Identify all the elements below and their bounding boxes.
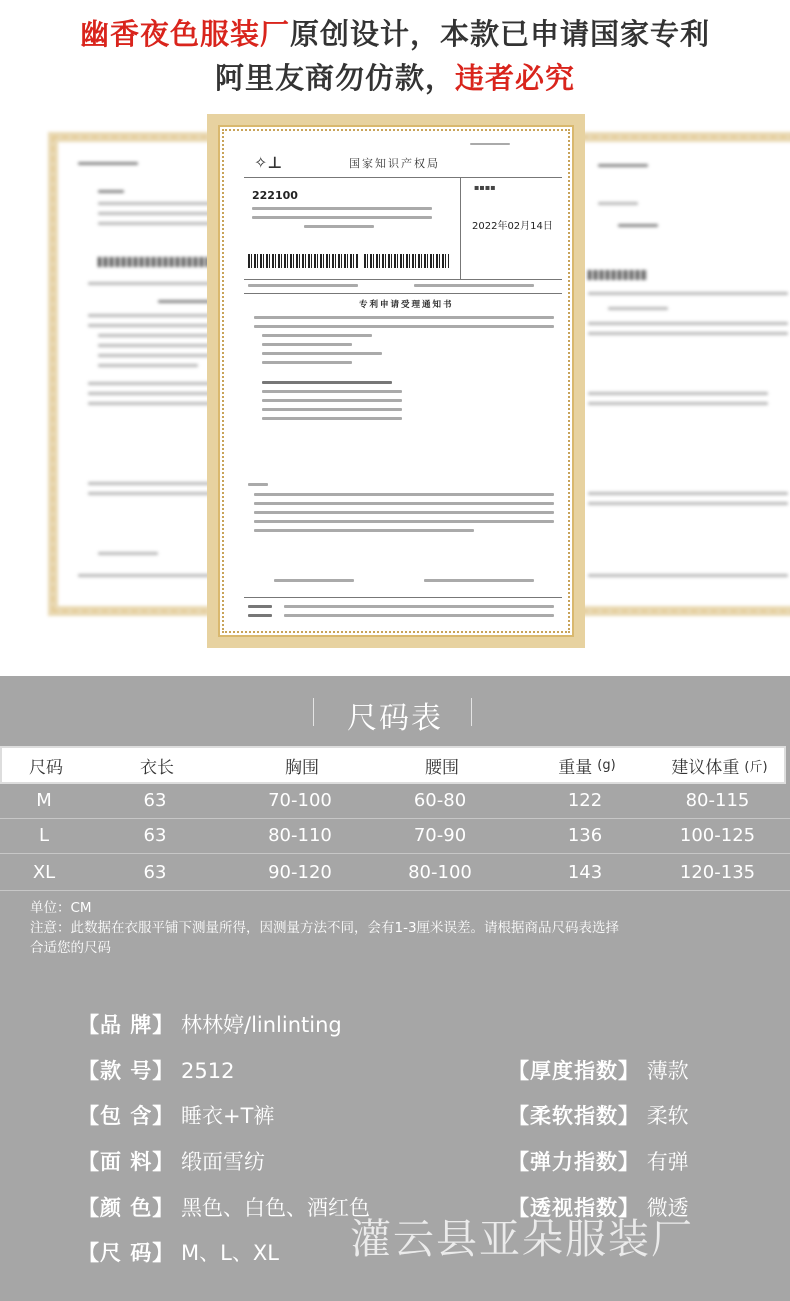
measure-note-line-2: 合适您的尺码 (30, 940, 111, 956)
certificate-title: 专利申请受理通知书 (359, 300, 454, 310)
table-row (0, 782, 790, 819)
measure-note-line-1: 注意：此数据在衣服平铺下测量所得，因测量方法不同，会有1-3厘米误差。请根据商品尺码表选择 (30, 920, 620, 936)
certificate-zip: 222100 (252, 189, 298, 202)
cell-body-weight: 120-135 (679, 861, 756, 883)
spec-sizes: 【尺 码】 M、L、XL (78, 1241, 279, 1265)
cell-weight: 122 (567, 789, 603, 811)
certificate-office: 国家知识产权局 (349, 157, 440, 170)
header-length: 衣长 (140, 757, 174, 778)
cell-size: L (38, 824, 50, 846)
cell-length: 63 (143, 861, 167, 883)
unit-note: 单位：CM (30, 900, 92, 916)
cell-weight: 136 (567, 824, 603, 846)
size-and-spec-section (0, 676, 790, 1301)
cell-length: 63 (143, 789, 167, 811)
header-weight: 重量 (g) (558, 757, 616, 778)
headline-line-2: 阿里友商勿仿款，违者必究 (214, 61, 576, 95)
cell-chest: 90-120 (268, 861, 332, 883)
spec-transparency: 【透视指数】 微透 (508, 1196, 689, 1220)
cell-chest: 70-100 (268, 789, 332, 811)
spec-brand: 【品 牌】 林林婷/linlinting (78, 1013, 342, 1037)
patent-office-emblem-icon: ✧⊥ (254, 153, 283, 172)
watermark: 灌云县亚朵服装厂 (350, 1215, 694, 1263)
title-divider-right (471, 698, 472, 726)
cell-weight: 143 (567, 861, 603, 883)
spec-includes: 【包 含】 睡衣+T裤 (78, 1104, 275, 1128)
patent-certificate: ✧⊥ 国家知识产权局 222100 ▪▪▪▪ 2022年02月14日 专利申请受理通知书 (207, 114, 585, 648)
spec-fabric: 【面 料】 缎面雪纺 (78, 1150, 265, 1174)
cell-waist: 60-80 (413, 789, 467, 811)
spec-elasticity: 【弹力指数】 有弹 (508, 1150, 689, 1174)
size-table-header (0, 746, 786, 784)
cell-chest: 80-110 (268, 824, 332, 846)
header-chest: 胸围 (285, 757, 319, 778)
spec-softness: 【柔软指数】 柔软 (508, 1104, 689, 1128)
certificate-date: 2022年02月14日 (472, 221, 553, 232)
cell-body-weight: 100-125 (679, 824, 756, 846)
spec-color: 【颜 色】 黑色、白色、酒红色 (78, 1196, 370, 1220)
table-row (0, 817, 790, 854)
cell-size: M (36, 789, 52, 811)
header-size: 尺码 (29, 757, 63, 778)
headline-line-1: 幽香夜色服装厂原创设计，本款已申请国家专利 (79, 17, 711, 51)
cell-waist: 80-100 (408, 861, 472, 883)
spec-thickness: 【厚度指数】 薄款 (508, 1059, 689, 1083)
cell-length: 63 (143, 824, 167, 846)
size-chart-title: 尺码表 (347, 701, 443, 736)
cell-body-weight: 80-115 (685, 789, 750, 811)
spec-style-number: 【款 号】 2512 (78, 1059, 235, 1083)
certificate-back-right (568, 132, 790, 616)
cell-size: XL (32, 861, 56, 883)
table-row (0, 854, 790, 891)
header-body-weight: 建议体重 (斤) (671, 757, 768, 778)
cell-waist: 70-90 (413, 824, 467, 846)
header-waist: 腰围 (425, 757, 459, 778)
